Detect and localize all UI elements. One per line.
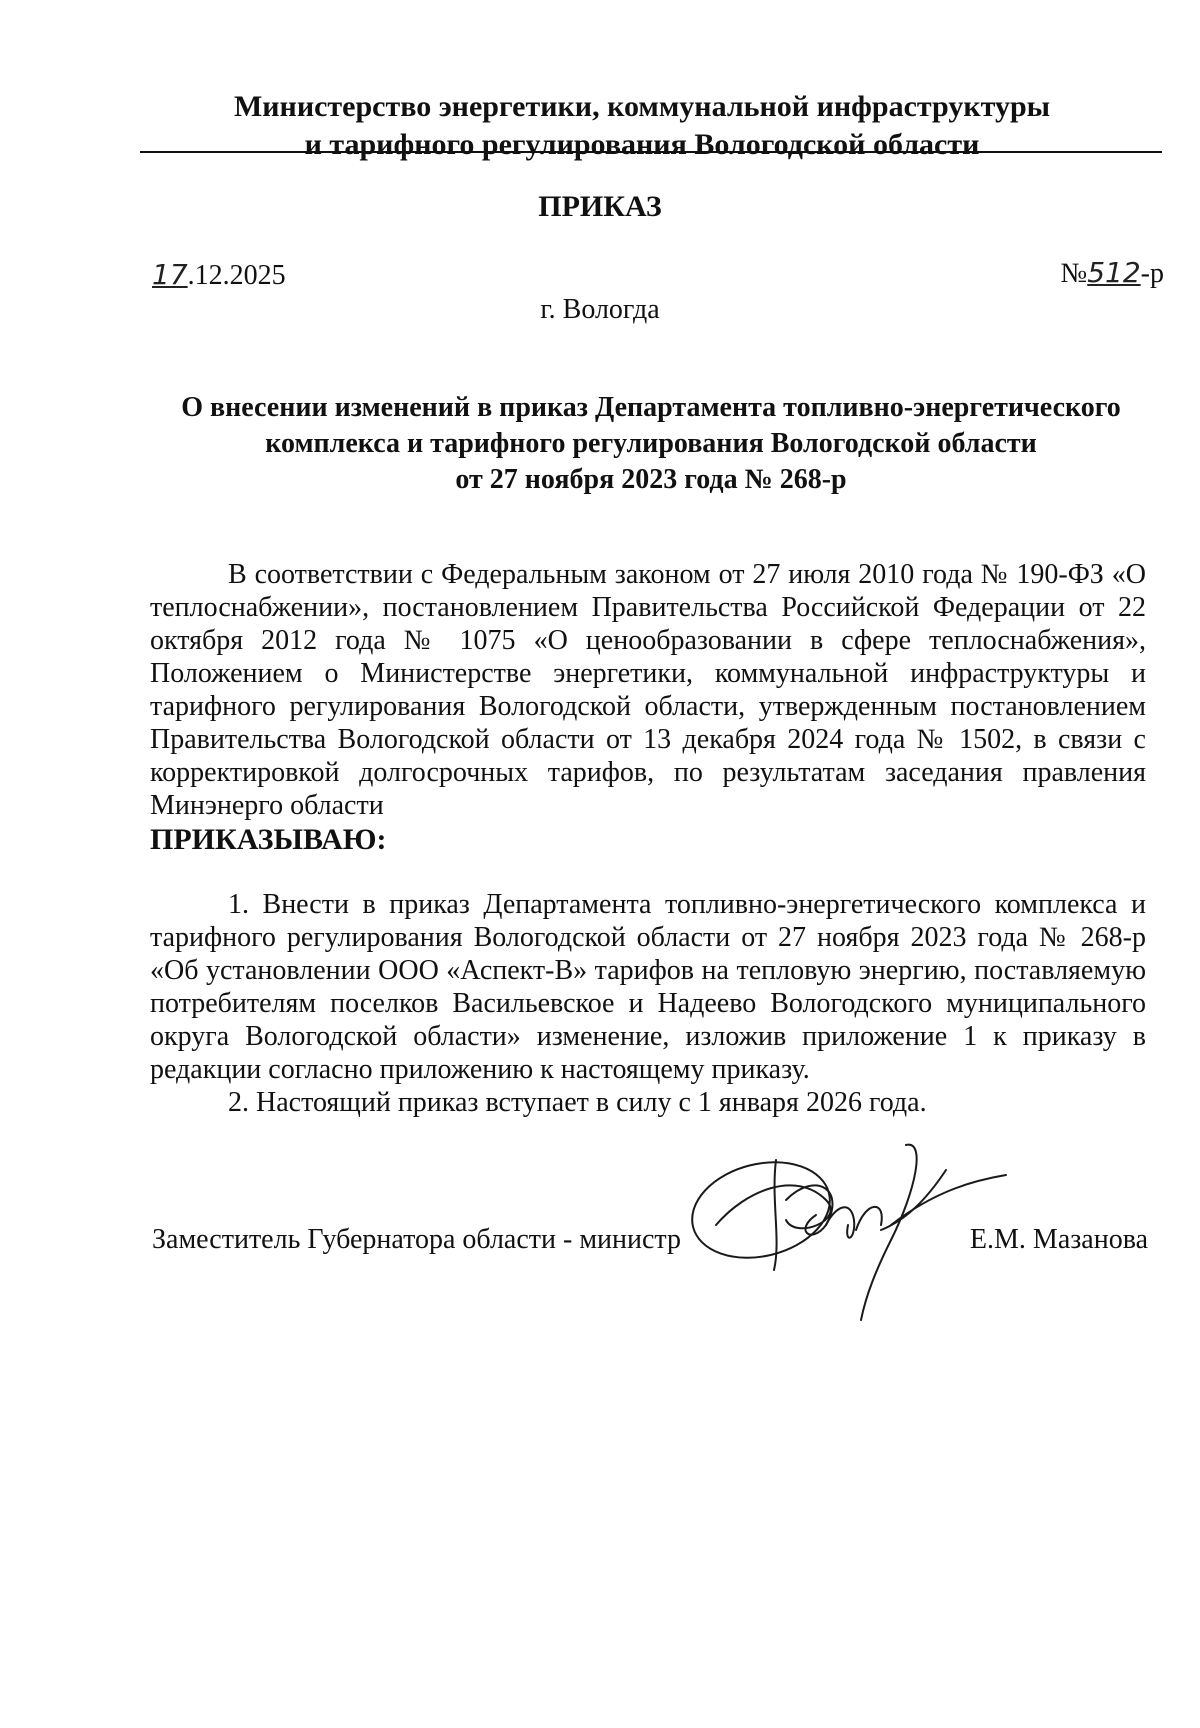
document-title: [140, 390, 1162, 498]
document-date: [152, 258, 286, 292]
city: г. Вологда: [540, 294, 660, 325]
number-handwritten: 512: [1087, 256, 1141, 289]
order-word: ПРИКАЗЫВАЮ:: [150, 823, 387, 856]
signer-position: Заместитель Губернатора области - министр: [152, 1224, 681, 1255]
title-line3: от 27 ноября 2023 года № 268-р: [455, 464, 847, 495]
signature-block: [152, 1224, 1148, 1256]
signer-name: Е.М. Мазанова: [969, 1224, 1148, 1255]
title-line1: О внесении изменений в приказ Департамента топливно-энергетического: [181, 392, 1121, 423]
document-body: [150, 558, 1146, 1119]
ministry-header-line1: Министерство энергетики, коммунальной инфраструктуры: [233, 90, 1051, 123]
item-paragraph-1: 1. Внести в приказ Департамента топливно-энергетического комплекса и тарифного регулирования Вологодской области от 27 ноября 2023 года № 268-р «Об установлении ООО «Аспект-В» тарифов на тепловую энергию, поставляемую потребителям поселков Васильевское и Надеево Вологодского муниципального округа Вологодской области» изменение, изложив приложение 1 к приказу в редакции согласно приложению к настоящему приказу.: [150, 889, 1146, 1085]
number-suffix: -р: [1140, 258, 1164, 289]
header-divider: [140, 151, 1162, 153]
document-number: [1061, 256, 1165, 290]
preamble-paragraph: В соответствии с Федеральным законом от 27 июля 2010 года № 190-ФЗ «О теплоснабжении», постановлением Правительства Российской Федерации от 22 октября 2012 года № 1075 «О ценообразовании в сфере теплоснабжения», Положением о Министерстве энергетики, коммунальной инфраструктуры и тарифного регулирования Вологодской области, утвержденным постановлением Правительства Вологодской области от 13 декабря 2024 года № 1502, в связи с корректировкой долгосрочных тарифов, по результатам заседания правления Минэнерго области: [150, 559, 1146, 821]
ministry-header-line2: и тарифного регулирования Вологодской области: [304, 128, 980, 161]
document-type: ПРИКАЗ: [538, 190, 662, 223]
item-paragraph-2: 2. Настоящий приказ вступает в силу с 1 января 2026 года.: [228, 1087, 927, 1118]
title-line2: комплекса и тарифного регулирования Вологодской области: [265, 428, 1037, 459]
date-rest: .12.2025: [187, 260, 286, 291]
number-prefix: №: [1060, 258, 1088, 289]
date-day-handwritten: 17: [152, 258, 188, 291]
